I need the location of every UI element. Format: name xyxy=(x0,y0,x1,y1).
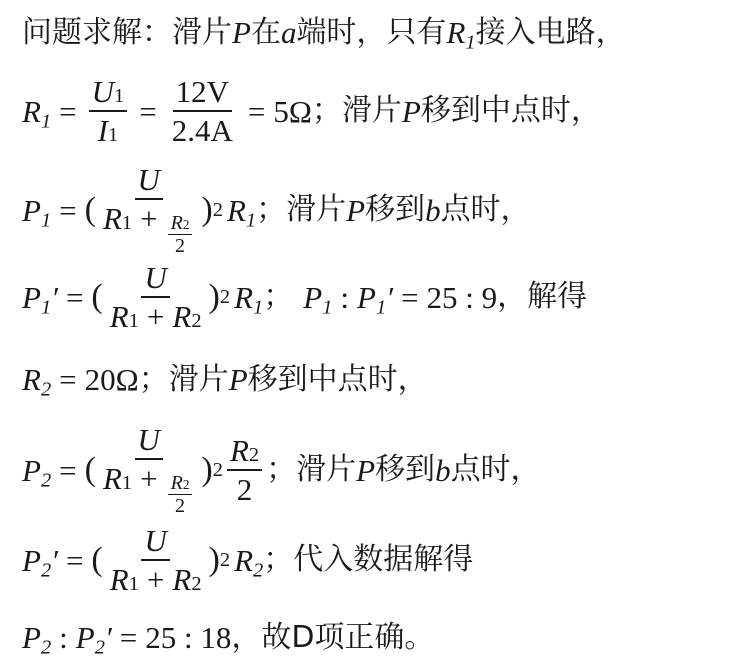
var-p2-prime: $P_2'$ xyxy=(75,620,112,659)
text: 在 xyxy=(250,14,281,50)
text: 端时，只有 xyxy=(296,14,447,50)
equals: = xyxy=(139,93,157,129)
text: 问题求解：滑片 xyxy=(22,14,232,50)
text: 移到中点时， xyxy=(420,93,601,128)
var-p: P xyxy=(228,362,248,397)
var-p2: $P_2$ xyxy=(22,620,52,659)
var-r1: $R_1$ xyxy=(446,15,476,54)
var-b: b xyxy=(435,452,451,488)
fraction-12v-2.4a: $\frac{12V}{2.4A}$ xyxy=(171,74,233,148)
solution-line-4: $P_1'$ = ( U R 1 + R 2 ) 2 $R_1$ ； $P_1$ : $P_1'$ = 25 : 9 ，解得 xyxy=(22,260,588,334)
solution-line-2 xyxy=(22,76,601,146)
solution-line-3: $P_1$ = ( U R 1 + R 2 2 ) 2 $R_1$ ；滑片 P 移到 b 点时， xyxy=(22,162,531,257)
ratio-value: 25 : 18 xyxy=(145,620,232,655)
var-r1: $R_1$ xyxy=(234,279,264,319)
solution-line-1 xyxy=(22,14,626,54)
fraction-u-over-r1-plus-r2: U R 1 + R 2 xyxy=(109,260,202,334)
text: 移到 xyxy=(375,452,436,487)
solution-line-8: $P_2$ : $P_2'$ = 25 : 18 ，故D项正确。 xyxy=(22,619,435,659)
var-p1: $P_1$ xyxy=(303,279,333,319)
solution-line-5: $R_2$ = 20Ω ；滑片 P 移到中点时， xyxy=(22,361,428,401)
var-r1: $R_1$ xyxy=(22,93,52,133)
var-p2-prime: $P_2'$ xyxy=(22,542,58,582)
fraction-u1-i1: U 1 I 1 xyxy=(89,76,128,146)
var-p1-prime: $P_1'$ xyxy=(22,279,58,319)
equals: = xyxy=(59,192,77,228)
fraction-r2-over-2: R 2 2 xyxy=(227,435,262,505)
text: ，故D项正确。 xyxy=(231,619,435,655)
var-r2: $R_2$ xyxy=(234,542,264,582)
result-r2: 20Ω xyxy=(84,362,139,397)
var-p: P xyxy=(232,15,251,50)
var-a: a xyxy=(280,15,297,50)
var-p2: $P_2$ xyxy=(22,452,52,492)
text: ，解得 xyxy=(497,279,588,314)
text: 接入电路， xyxy=(475,14,626,50)
var-p: P xyxy=(356,452,376,488)
ratio-value: 25 : 9 xyxy=(426,279,498,315)
text: ；代入数据解得 xyxy=(263,542,474,577)
var-r2: $R_2$ xyxy=(22,362,52,401)
var-p: P xyxy=(346,192,366,228)
text: ；滑片 xyxy=(311,93,402,128)
fraction-u-over-r1-plus-r2: U R 1 + R 2 xyxy=(109,523,202,597)
equals: = xyxy=(247,93,266,129)
equals: = xyxy=(59,93,77,129)
result-r1: 5Ω xyxy=(273,93,312,129)
solution-line-7: $P_2'$ = ( U R 1 + R 2 ) 2 $R_2$ ；代入数据解得 xyxy=(22,523,474,597)
text: 移到中点时， xyxy=(247,361,428,397)
solution-line-6: $P_2$ = ( U R 1 + R 2 2 ) 2 R 2 2 ；滑片 P 移到 b 点时， xyxy=(22,422,541,517)
text: 点时， xyxy=(450,452,541,487)
text: ；滑片 xyxy=(266,452,357,487)
var-p: P xyxy=(401,93,421,129)
var-b: b xyxy=(425,192,441,228)
fraction-u-over-r1-plus-half-r2: U R 1 + R 2 2 xyxy=(100,164,197,256)
var-p1: $P_1$ xyxy=(22,192,52,232)
var-p1-prime: $P_1'$ xyxy=(357,279,393,319)
var-r1: $R_1$ xyxy=(226,192,257,232)
text: 点时， xyxy=(440,192,531,227)
equals: = xyxy=(65,279,84,315)
text: ；滑片 xyxy=(138,361,229,397)
fraction-u-over-r1-plus-half-r2: U R 1 + R 2 2 xyxy=(100,424,197,516)
text: ； xyxy=(263,279,294,314)
text: 移到 xyxy=(365,192,426,227)
text: ；滑片 xyxy=(256,192,347,227)
